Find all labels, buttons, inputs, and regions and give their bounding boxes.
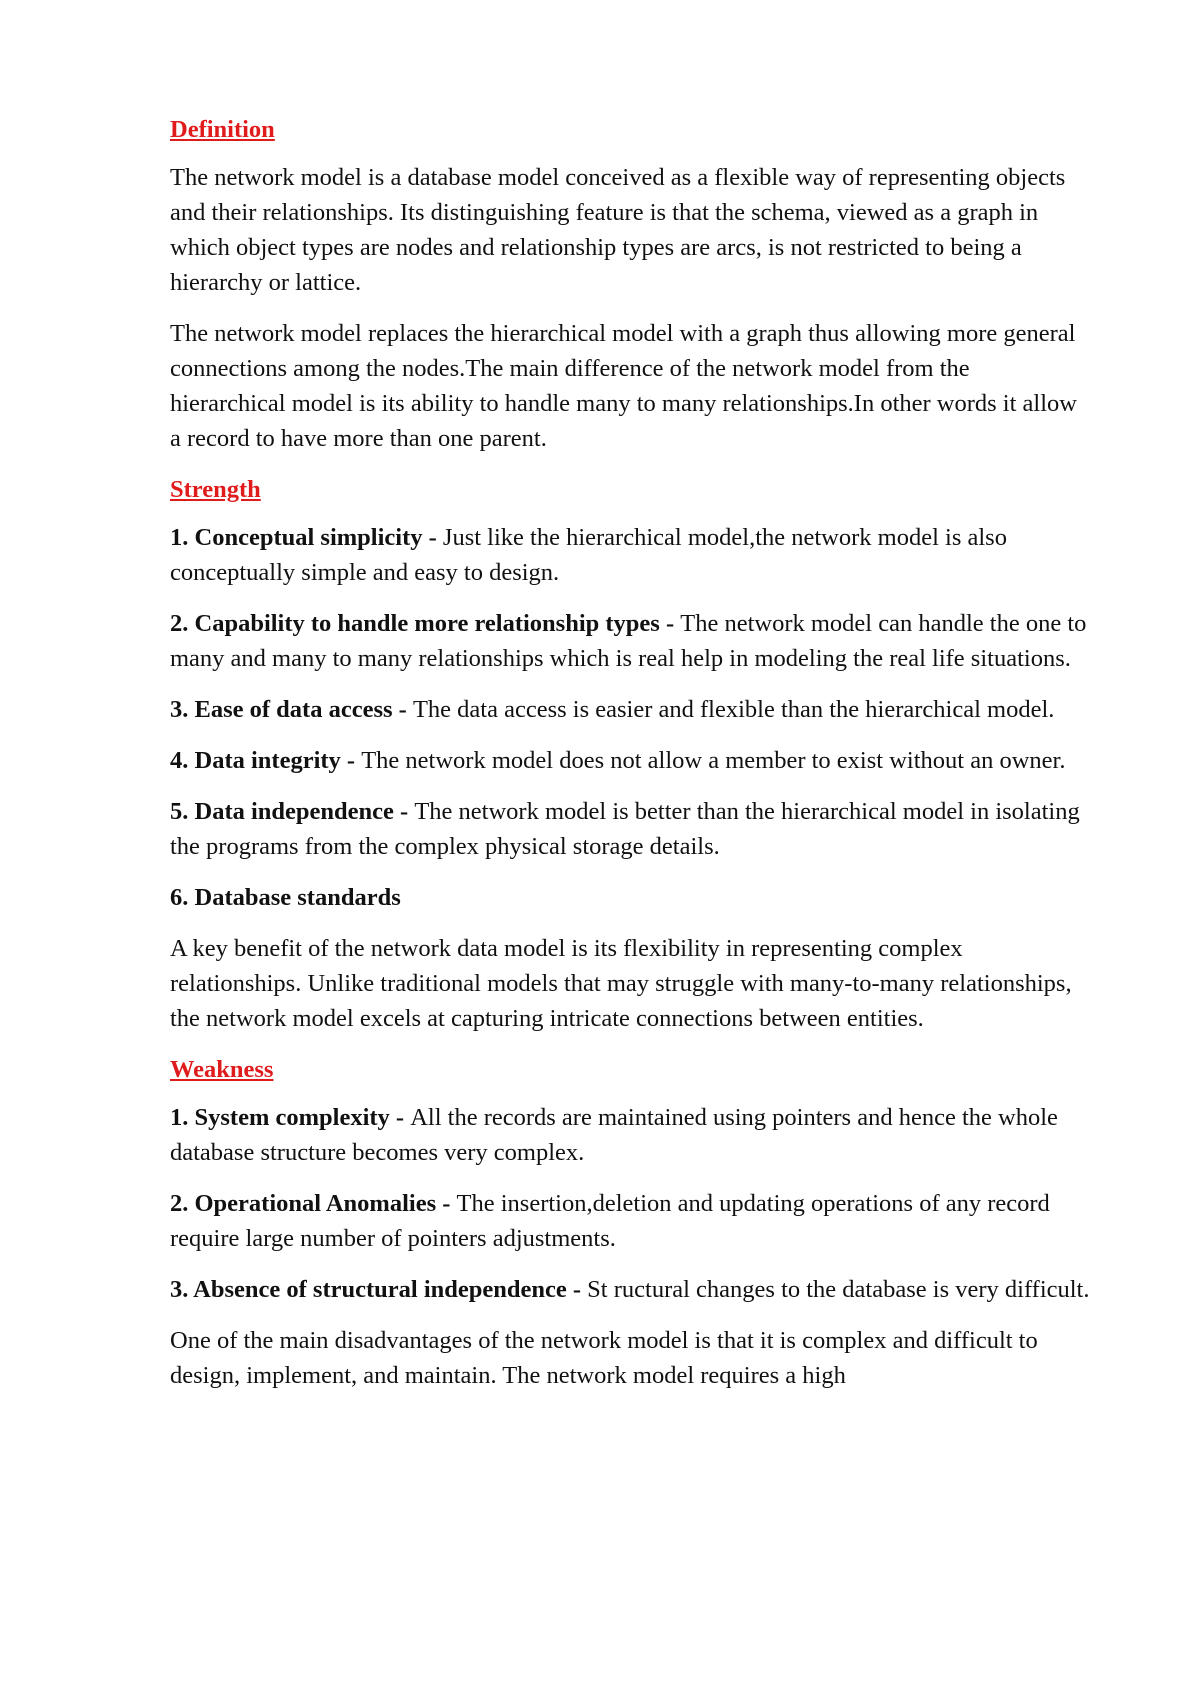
strength-item-separator: - [340,747,362,774]
strength-item-text: The network model does not allow a member to exist without an owner. [361,747,1066,774]
definition-paragraph-2: The network model replaces the hierarchical model with a graph thus allowing more general connections among the nodes.The main difference of the network model from the hierarchical model is its ability to handle many to many relationships.In other words it allow a record to have more than one parent. [170,320,1077,452]
weakness-item-term: 2. Operational Anomalies [170,1190,437,1217]
strength-closing-paragraph: A key benefit of the network data model is its flexibility in representing complex relationships. Unlike traditional models that may struggle with many-to-many relationships, the network model excels at capturing intricate connections between entities. [170,935,1072,1032]
weakness-item [170,1100,1090,1170]
strength-section [170,472,1090,1036]
strength-item-text: The data access is easier and flexible than the hierarchical model. [412,696,1055,723]
weakness-item-term: 1. System complexity [170,1104,390,1131]
weakness-section [170,1052,1090,1393]
strength-item-text: The network model can handle the one to many and many to many relationships which is real help in modeling the real life situations. [170,610,1087,672]
strength-item-term: 2. Capability to handle more relationship types [170,610,660,637]
strength-item [170,520,1090,590]
strength-item [170,794,1090,864]
strength-item-term: 1. Conceptual simplicity [170,524,423,551]
weakness-item-separator: - [436,1190,457,1217]
strength-item [170,606,1090,676]
weakness-heading: Weakness [170,1056,274,1083]
strength-heading: Strength [170,476,261,503]
weakness-item-text: The insertion,deletion and updating operations of any record require large number of pointers adjustments. [170,1190,1050,1252]
definition-section [170,112,1090,456]
strength-item-separator: - [659,610,681,637]
strength-item-term: 3. Ease of data access [170,696,393,723]
strength-item-term: 5. Data independence [170,798,394,825]
strength-item-text: Just like the hierarchical model,the network model is also conceptually simple and easy to design. [170,524,1007,586]
definition-heading: Definition [170,116,275,143]
definition-paragraph-1: The network model is a database model conceived as a flexible way of representing objects and their relationships. Its distinguishing feature is that the schema, viewed as a graph in which object types are nodes and relationship types are arcs, is not restricted to being a hierarchy or lattice. [170,164,1066,296]
weakness-item-separator: - [566,1276,588,1303]
weakness-closing-paragraph: One of the main disadvantages of the network model is that it is complex and difficult to design, implement, and maintain. The network model requires a high [170,1327,1038,1389]
strength-item [170,692,1090,727]
strength-item-term: 6. Database standards [170,884,401,911]
strength-item-term: 4. Data integrity [170,747,341,774]
strength-item-separator: - [392,696,413,723]
weakness-item-text: St ructural changes to the database is very difficult. [587,1276,1090,1303]
weakness-item [170,1186,1090,1256]
weakness-item-separator: - [389,1104,411,1131]
document-page [170,112,1090,1409]
weakness-item-text: All the records are maintained using pointers and hence the whole database structure becomes very complex. [170,1104,1058,1166]
weakness-item-term: 3. Absence of structural independence [170,1276,567,1303]
strength-item-text: The network model is better than the hierarchical model in isolating the programs from the complex physical storage details. [170,798,1080,860]
weakness-item [170,1272,1090,1307]
strength-item [170,880,1090,915]
strength-item [170,743,1090,778]
strength-item-separator: - [422,524,443,551]
strength-item-separator: - [393,798,415,825]
